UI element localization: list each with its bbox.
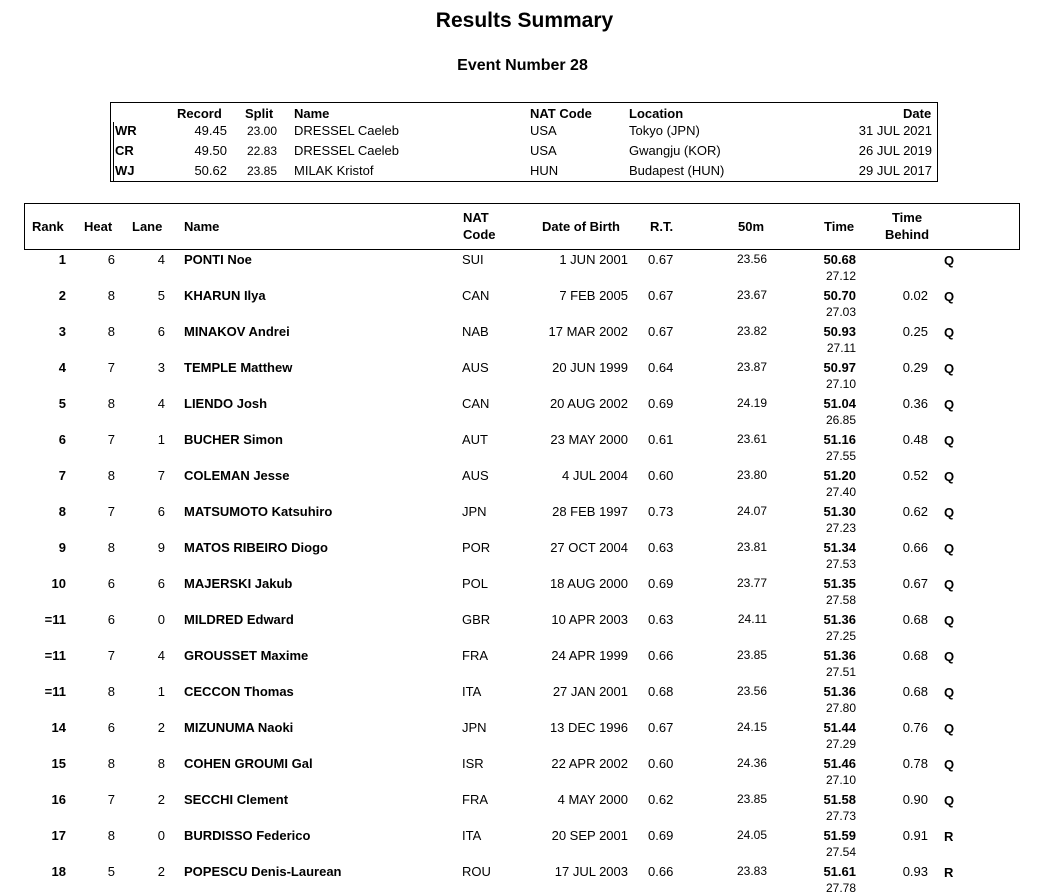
result-nat: CAN (462, 396, 490, 411)
result-rank: 5 (58, 396, 66, 411)
result-rt: 0.67 (648, 324, 674, 339)
result-rt: 0.67 (648, 720, 674, 735)
result-split-100m: 27.11 (826, 341, 856, 355)
result-split-100m: 27.29 (825, 737, 856, 751)
result-qualifier: Q (944, 289, 955, 304)
result-name: BUCHER Simon (184, 432, 283, 447)
result-time-behind: 0.90 (902, 792, 928, 807)
result-nat: AUT (462, 432, 488, 447)
result-heat: 7 (107, 360, 115, 375)
result-nat: AUS (462, 360, 489, 375)
result-nat: POL (462, 576, 489, 591)
records-divider (111, 122, 114, 181)
result-split-50m: 23.61 (736, 432, 767, 446)
result-dob: 13 DEC 1996 (549, 720, 628, 735)
result-time-behind: 0.48 (902, 432, 928, 447)
col-lane: Lane (132, 219, 163, 234)
record-split: 23.00 (247, 124, 278, 138)
record-split: 23.85 (247, 164, 278, 178)
result-split-50m: 23.67 (736, 288, 767, 302)
result-heat: 7 (107, 648, 115, 663)
result-rank: 16 (51, 792, 66, 807)
result-time-behind: 0.02 (902, 288, 928, 303)
result-dob: 23 MAY 2000 (550, 432, 628, 447)
result-dob: 20 JUN 1999 (552, 360, 628, 375)
result-time: 51.30 (823, 504, 856, 519)
result-rank: =11 (44, 684, 66, 699)
record-type: CR (115, 143, 134, 158)
result-split-100m: 26.85 (825, 413, 856, 427)
result-dob: 27 OCT 2004 (550, 540, 628, 555)
result-nat: ITA (462, 828, 482, 843)
record-date: 29 JUL 2017 (858, 163, 932, 178)
result-split-100m: 27.53 (825, 557, 856, 571)
record-time: 49.50 (194, 143, 227, 158)
col-behind-line2: Behind (884, 227, 930, 242)
result-rt: 0.67 (648, 288, 674, 303)
result-qualifier: Q (944, 253, 955, 268)
result-dob: 7 FEB 2005 (559, 288, 628, 303)
result-time-behind: 0.68 (902, 648, 928, 663)
result-lane: 1 (157, 684, 165, 699)
result-split-50m: 24.11 (737, 612, 767, 626)
record-location: Tokyo (JPN) (629, 123, 700, 138)
record-type: WJ (115, 163, 135, 178)
result-lane: 8 (157, 756, 165, 771)
record-name: DRESSEL Caeleb (294, 123, 400, 138)
result-split-100m: 27.25 (825, 629, 856, 643)
result-time-behind: 0.29 (902, 360, 928, 375)
result-nat: AUS (462, 468, 489, 483)
result-dob: 1 JUN 2001 (559, 252, 628, 267)
result-time: 51.16 (823, 432, 856, 447)
result-split-100m: 27.73 (825, 809, 856, 823)
result-rank: =11 (44, 648, 66, 663)
result-name: MILDRED Edward (184, 612, 294, 627)
result-dob: 27 JAN 2001 (552, 684, 628, 699)
col-behind-line1: Time (891, 210, 923, 225)
result-qualifier: Q (944, 541, 955, 556)
result-time: 50.70 (823, 288, 856, 303)
event-number: Event Number 28 (457, 57, 588, 74)
result-split-50m: 23.85 (736, 648, 767, 662)
records-header-record: Record (177, 106, 222, 121)
result-time: 51.46 (823, 756, 856, 771)
result-time-behind: 0.68 (902, 684, 928, 699)
result-heat: 6 (107, 612, 115, 627)
result-lane: 0 (157, 612, 165, 627)
result-time: 51.61 (823, 864, 856, 879)
result-rank: 9 (58, 540, 66, 555)
result-time: 51.36 (823, 648, 856, 663)
result-qualifier: Q (944, 361, 955, 376)
result-split-100m: 27.54 (825, 845, 856, 859)
result-rank: 18 (51, 864, 66, 879)
col-heat: Heat (84, 219, 113, 234)
result-rank: 10 (51, 576, 66, 591)
result-nat: POR (462, 540, 491, 555)
result-nat: JPN (462, 720, 487, 735)
result-heat: 8 (107, 468, 115, 483)
result-dob: 17 MAR 2002 (548, 324, 628, 339)
result-time: 51.35 (823, 576, 856, 591)
result-dob: 20 AUG 2002 (549, 396, 628, 411)
result-split-100m: 27.23 (825, 521, 856, 535)
result-qualifier: Q (944, 433, 955, 448)
col-time: Time (824, 219, 855, 234)
result-rt: 0.68 (648, 684, 674, 699)
col-nat-line1: NAT (463, 210, 489, 225)
result-lane: 9 (157, 540, 165, 555)
result-name: CECCON Thomas (184, 684, 294, 699)
col-nat-line2: Code (463, 227, 496, 242)
result-nat: CAN (462, 288, 490, 303)
result-dob: 10 APR 2003 (551, 612, 628, 627)
result-name: GROUSSET Maxime (184, 648, 309, 663)
result-dob: 24 APR 1999 (551, 648, 628, 663)
result-nat: SUI (462, 252, 484, 267)
result-heat: 6 (107, 720, 115, 735)
result-rt: 0.69 (648, 828, 674, 843)
result-rank: 4 (58, 360, 66, 375)
result-qualifier: Q (944, 721, 955, 736)
result-time-behind: 0.62 (902, 504, 928, 519)
result-name: BURDISSO Federico (184, 828, 311, 843)
record-nat: USA (530, 143, 557, 158)
result-split-100m: 27.78 (825, 881, 856, 895)
result-time: 51.59 (823, 828, 856, 843)
result-lane: 6 (157, 504, 165, 519)
record-time: 49.45 (194, 123, 227, 138)
result-name: COHEN GROUMI Gal (184, 756, 313, 771)
result-rt: 0.60 (648, 756, 674, 771)
result-time-behind: 0.78 (902, 756, 928, 771)
result-rank: 8 (58, 504, 66, 519)
col-50m: 50m (738, 219, 765, 234)
result-heat: 7 (107, 504, 115, 519)
result-rank: 3 (58, 324, 66, 339)
result-time-behind: 0.25 (902, 324, 928, 339)
result-nat: FRA (462, 648, 488, 663)
record-location: Budapest (HUN) (629, 163, 725, 178)
record-date: 31 JUL 2021 (858, 123, 932, 138)
result-split-50m: 23.56 (736, 684, 767, 698)
result-name: MIZUNUMA Naoki (184, 720, 294, 735)
result-rank: 14 (51, 720, 66, 735)
result-dob: 18 AUG 2000 (549, 576, 628, 591)
result-lane: 2 (157, 720, 165, 735)
result-rt: 0.62 (648, 792, 674, 807)
result-split-50m: 24.36 (736, 756, 767, 770)
result-rt: 0.63 (648, 612, 674, 627)
result-lane: 0 (157, 828, 165, 843)
record-name: MILAK Kristof (294, 163, 374, 178)
result-qualifier: Q (944, 757, 955, 772)
result-rt: 0.67 (648, 252, 674, 267)
result-rt: 0.60 (648, 468, 674, 483)
result-nat: ROU (462, 864, 491, 879)
result-split-100m: 27.12 (825, 269, 856, 283)
result-time: 51.20 (823, 468, 856, 483)
result-split-50m: 23.83 (736, 864, 767, 878)
result-rt: 0.61 (648, 432, 674, 447)
result-rank: 2 (58, 288, 66, 303)
result-name: KHARUN Ilya (184, 288, 266, 303)
result-rt: 0.69 (648, 396, 674, 411)
col-rank: Rank (32, 219, 64, 234)
result-heat: 8 (107, 396, 115, 411)
result-rt: 0.63 (648, 540, 674, 555)
result-dob: 28 FEB 1997 (552, 504, 628, 519)
result-qualifier: R (944, 865, 954, 880)
result-name: MATOS RIBEIRO Diogo (184, 540, 328, 555)
result-time: 51.58 (823, 792, 856, 807)
col-dob: Date of Birth (542, 219, 620, 234)
result-split-50m: 23.56 (736, 252, 767, 266)
result-time-behind: 0.36 (902, 396, 928, 411)
result-split-50m: 23.85 (736, 792, 767, 806)
result-rank: 15 (51, 756, 66, 771)
records-table (110, 102, 938, 182)
result-split-50m: 23.77 (736, 576, 767, 590)
page-title: Results Summary (435, 9, 614, 32)
record-type: WR (115, 123, 137, 138)
result-qualifier: Q (944, 325, 955, 340)
result-heat: 8 (107, 756, 115, 771)
result-qualifier: Q (944, 613, 955, 628)
result-split-100m: 27.40 (825, 485, 856, 499)
result-dob: 20 SEP 2001 (551, 828, 628, 843)
result-time: 51.36 (823, 612, 856, 627)
result-name: MATSUMOTO Katsuhiro (184, 504, 333, 519)
records-header-name: Name (294, 106, 330, 121)
records-header-date: Date (903, 106, 932, 121)
result-split-50m: 23.81 (736, 540, 767, 554)
result-split-100m: 27.58 (825, 593, 856, 607)
result-split-50m: 24.19 (736, 396, 767, 410)
record-nat: USA (530, 123, 557, 138)
result-split-50m: 23.87 (736, 360, 767, 374)
result-heat: 8 (107, 288, 115, 303)
result-lane: 4 (157, 396, 165, 411)
record-location: Gwangju (KOR) (629, 143, 721, 158)
result-split-100m: 27.55 (825, 449, 856, 463)
result-lane: 7 (157, 468, 165, 483)
result-time-behind: 0.76 (902, 720, 928, 735)
result-time-behind: 0.66 (902, 540, 928, 555)
result-lane: 3 (157, 360, 165, 375)
result-rank: 17 (51, 828, 66, 843)
result-rt: 0.66 (648, 648, 674, 663)
result-qualifier: Q (944, 577, 955, 592)
result-rt: 0.66 (648, 864, 674, 879)
result-name: PONTI Noe (184, 252, 252, 267)
result-time: 51.36 (823, 684, 856, 699)
records-header-nat-code: NAT Code (530, 106, 592, 121)
result-qualifier: Q (944, 397, 955, 412)
result-split-50m: 23.80 (736, 468, 767, 482)
result-rank: 6 (58, 432, 66, 447)
result-time-behind: 0.68 (902, 612, 928, 627)
result-lane: 5 (157, 288, 165, 303)
result-time: 50.68 (823, 252, 856, 267)
result-qualifier: Q (944, 793, 955, 808)
result-name: MAJERSKI Jakub (184, 576, 293, 591)
result-lane: 2 (157, 792, 165, 807)
result-rank: 1 (58, 252, 66, 267)
result-rt: 0.69 (648, 576, 674, 591)
result-qualifier: Q (944, 505, 955, 520)
result-name: SECCHI Clement (184, 792, 289, 807)
result-time-behind: 0.52 (902, 468, 928, 483)
result-time: 51.04 (823, 396, 856, 411)
result-lane: 1 (157, 432, 165, 447)
result-time: 51.34 (823, 540, 856, 555)
records-header-location: Location (629, 106, 684, 121)
result-time: 50.97 (823, 360, 856, 375)
result-dob: 17 JUL 2003 (554, 864, 628, 879)
result-time: 50.93 (823, 324, 856, 339)
result-name: LIENDO Josh (184, 396, 268, 411)
result-name: MINAKOV Andrei (184, 324, 290, 339)
result-heat: 8 (107, 828, 115, 843)
result-lane: 4 (157, 648, 165, 663)
result-heat: 8 (107, 684, 115, 699)
result-nat: NAB (462, 324, 489, 339)
result-lane: 6 (157, 576, 165, 591)
result-qualifier: Q (944, 685, 955, 700)
result-heat: 6 (107, 252, 115, 267)
result-split-100m: 27.51 (825, 665, 856, 679)
result-name: POPESCU Denis-Laurean (184, 864, 342, 879)
result-split-50m: 24.15 (736, 720, 767, 734)
result-split-100m: 27.10 (825, 377, 856, 391)
result-nat: JPN (462, 504, 487, 519)
result-name: TEMPLE Matthew (184, 360, 293, 375)
result-rank: =11 (44, 612, 66, 627)
result-nat: GBR (462, 612, 491, 627)
result-nat: ITA (462, 684, 482, 699)
result-split-100m: 27.10 (825, 773, 856, 787)
result-dob: 4 MAY 2000 (557, 792, 628, 807)
result-lane: 6 (157, 324, 165, 339)
result-heat: 8 (107, 324, 115, 339)
col-rt: R.T. (650, 219, 674, 234)
record-split: 22.83 (247, 144, 278, 158)
record-time: 50.62 (194, 163, 227, 178)
record-nat: HUN (530, 163, 559, 178)
result-heat: 8 (107, 540, 115, 555)
result-qualifier: Q (944, 649, 955, 664)
col-name: Name (184, 219, 220, 234)
record-name: DRESSEL Caeleb (294, 143, 400, 158)
result-split-100m: 27.03 (825, 305, 856, 319)
result-qualifier: Q (944, 469, 955, 484)
result-time-behind: 0.67 (902, 576, 928, 591)
result-heat: 7 (107, 432, 115, 447)
result-lane: 4 (157, 252, 165, 267)
result-name: COLEMAN Jesse (184, 468, 290, 483)
result-split-100m: 27.80 (825, 701, 856, 715)
result-split-50m: 24.07 (736, 504, 767, 518)
result-heat: 5 (107, 864, 115, 879)
result-nat: FRA (462, 792, 488, 807)
result-split-50m: 24.05 (736, 828, 767, 842)
record-date: 26 JUL 2019 (858, 143, 932, 158)
result-rank: 7 (58, 468, 66, 483)
result-rt: 0.64 (648, 360, 674, 375)
result-dob: 22 APR 2002 (551, 756, 628, 771)
result-heat: 6 (107, 576, 115, 591)
result-dob: 4 JUL 2004 (561, 468, 628, 483)
result-split-50m: 23.82 (736, 324, 767, 338)
records-header-split: Split (245, 106, 274, 121)
results-header (24, 203, 1020, 250)
result-heat: 7 (107, 792, 115, 807)
result-qualifier: R (944, 829, 954, 844)
result-rt: 0.73 (648, 504, 674, 519)
result-time: 51.44 (823, 720, 856, 735)
result-lane: 2 (157, 864, 165, 879)
result-time-behind: 0.91 (902, 828, 928, 843)
result-nat: ISR (462, 756, 484, 771)
result-time-behind: 0.93 (902, 864, 928, 879)
